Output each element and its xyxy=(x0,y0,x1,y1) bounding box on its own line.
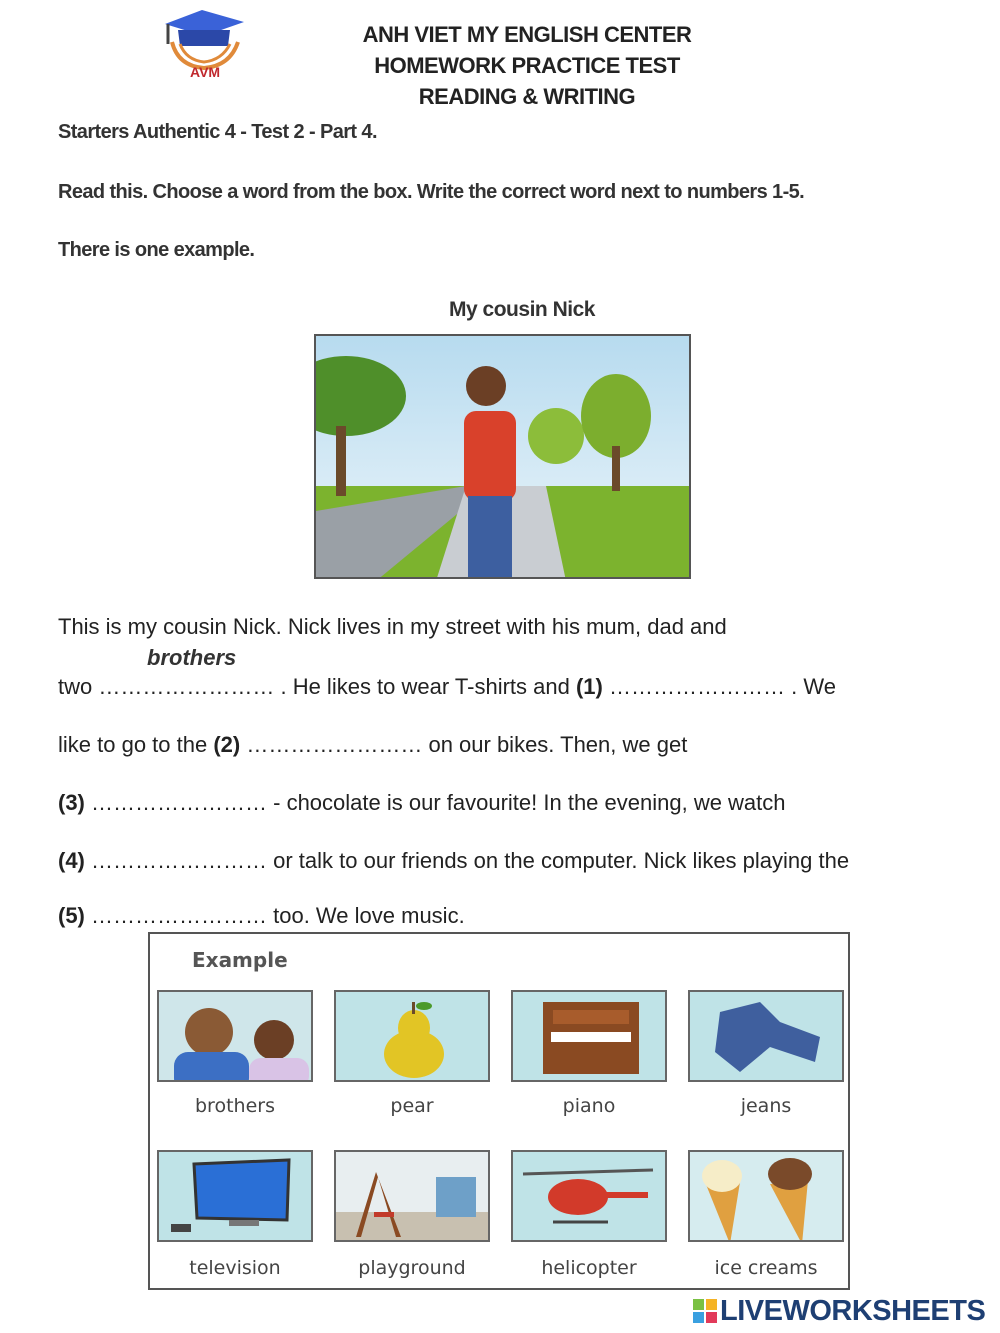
story-title: My cousin Nick xyxy=(449,298,595,321)
playground-image xyxy=(334,1150,490,1242)
story-text: - chocolate is our favourite! In the evening, we watch xyxy=(267,790,786,815)
answer-input-4[interactable]: …………………… xyxy=(91,848,268,873)
ice-creams-image xyxy=(688,1150,844,1242)
answer-input-3[interactable]: …………………… xyxy=(91,790,268,815)
part-label: Starters Authentic 4 - Test 2 - Part 4. xyxy=(58,121,377,143)
word-helicopter: helicopter xyxy=(541,1257,637,1279)
question-number-1: (1) xyxy=(575,674,603,699)
story-line-6 xyxy=(58,903,465,928)
jeans-image xyxy=(688,990,844,1082)
logo-text: AVM xyxy=(190,64,221,80)
question-number-3: (3) xyxy=(58,790,85,815)
story-text: . We xyxy=(784,674,836,699)
story-text: like to go to the xyxy=(58,732,214,757)
question-number-2: (2) xyxy=(213,732,241,757)
story-text: or talk to our friends on the computer. Nick likes playing the xyxy=(267,848,850,873)
word-playground: playground xyxy=(358,1257,466,1279)
story-text: . He likes to wear T-shirts and xyxy=(274,674,576,699)
live-blocks-icon xyxy=(693,1299,717,1323)
test-subtitle: READING & WRITING xyxy=(418,84,636,109)
piano-image xyxy=(511,990,667,1082)
brand-name: LIVEWORKSHEETS xyxy=(720,1295,986,1327)
answer-input-2[interactable]: …………………… xyxy=(246,732,423,757)
story-line-4 xyxy=(58,790,786,815)
television-image xyxy=(157,1150,313,1242)
brothers-image xyxy=(157,990,313,1082)
test-title: HOMEWORK PRACTICE TEST xyxy=(374,53,680,78)
avm-logo xyxy=(160,6,250,81)
story-line-5 xyxy=(58,848,849,873)
answer-input-5[interactable]: …………………… xyxy=(91,903,268,928)
pear-image xyxy=(334,990,490,1082)
question-number-4: (4) xyxy=(58,848,85,873)
center-name: ANH VIET MY ENGLISH CENTER xyxy=(362,22,692,47)
example-answer: brothers xyxy=(147,645,237,670)
story-text: two xyxy=(58,674,99,699)
word-brothers: brothers xyxy=(195,1095,275,1117)
question-number-5: (5) xyxy=(58,903,85,928)
word-ice-creams: ice creams xyxy=(714,1257,818,1279)
word-television: television xyxy=(189,1257,281,1279)
answer-input-1[interactable]: …………………… xyxy=(608,674,785,699)
example-note: There is one example. xyxy=(58,239,255,261)
story-text: on our bikes. Then, we get xyxy=(422,732,688,757)
liveworksheets-logo xyxy=(693,1295,985,1327)
task-instruction: Read this. Choose a word from the box. Write the correct word next to numbers 1-5. xyxy=(58,181,805,203)
example-blank: …………………… xyxy=(98,674,275,699)
word-box-title: Example xyxy=(192,948,288,972)
helicopter-image xyxy=(511,1150,667,1242)
story-text: too. We love music. xyxy=(267,903,465,928)
word-piano: piano xyxy=(562,1095,616,1117)
word-jeans: jeans xyxy=(740,1095,792,1117)
word-box xyxy=(148,932,850,1290)
story-line-3 xyxy=(58,732,687,757)
story-line-1: This is my cousin Nick. Nick lives in my street with his mum, dad and xyxy=(58,614,727,639)
word-pear: pear xyxy=(390,1095,434,1117)
story-line-2 xyxy=(58,674,836,699)
nick-picture xyxy=(314,334,691,579)
